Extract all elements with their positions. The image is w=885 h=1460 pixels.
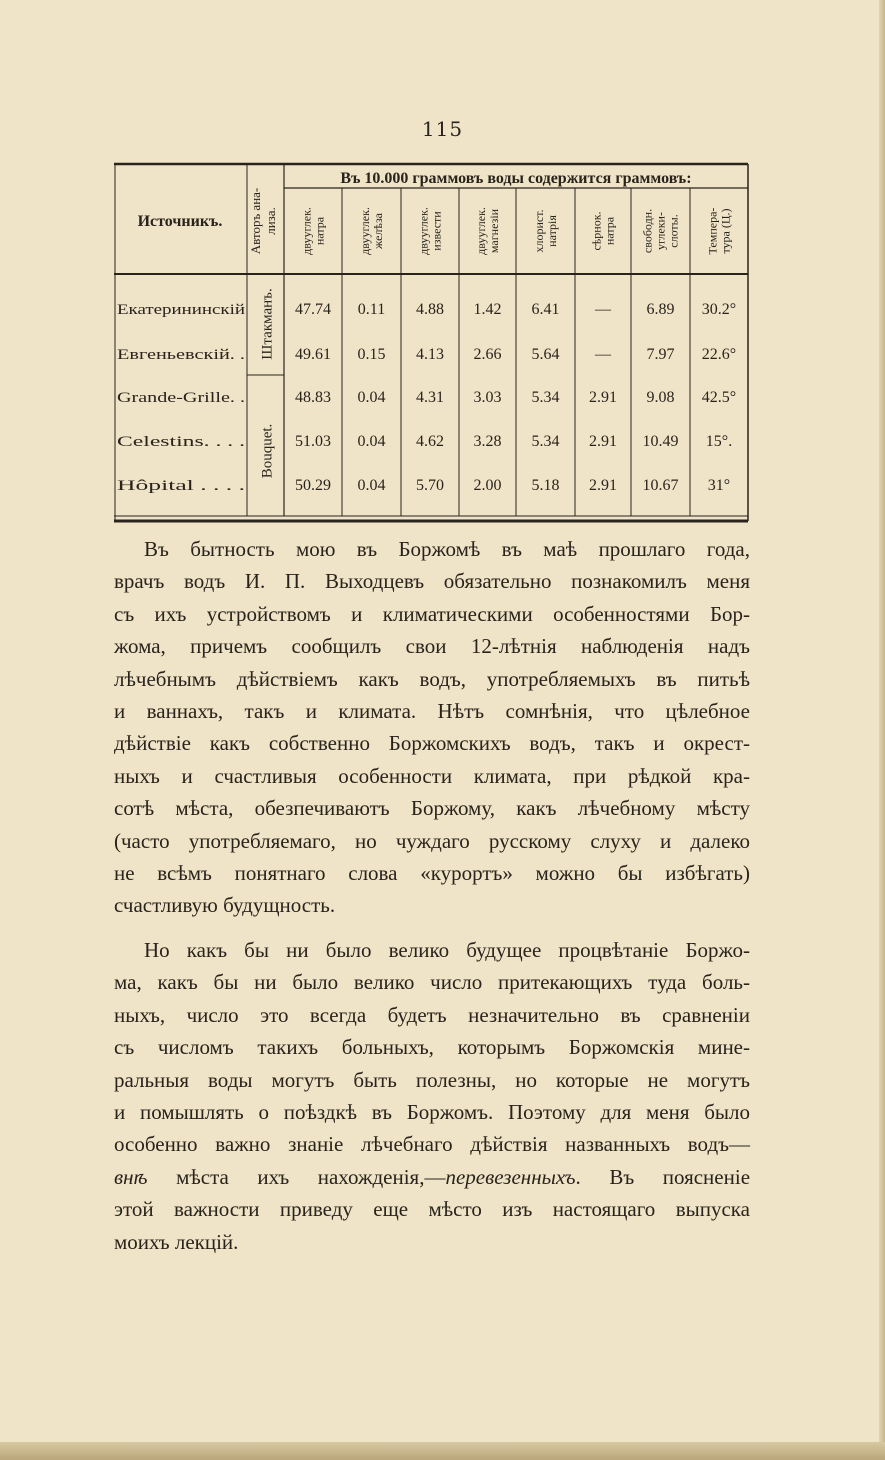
column-header: свободн. (640, 208, 655, 254)
table-cell: 22.6° (701, 346, 737, 363)
table-cell: 0.15 (357, 346, 386, 363)
table-cell: 2.91 (589, 477, 617, 494)
table-cell: 4.62 (416, 433, 444, 450)
text-line: врачъ водъ И. П. Выходцевъ обязательно познакомилъ меня (114, 569, 750, 594)
text-line: съ числомъ такихъ больныхъ, которымъ Боржомскія мине- (114, 1035, 750, 1060)
column-header: сѣрнок. (589, 211, 604, 251)
author-column-header: Авторъ ана- (248, 187, 263, 255)
text-line: ральныя воды могутъ быть полезны, но которые не могутъ (114, 1067, 750, 1092)
text-line: ныхъ и счастливыя особенности климата, при рѣдкой кра- (114, 763, 750, 788)
table-cell: 6.89 (646, 301, 675, 318)
table-cell: 50.29 (295, 477, 331, 494)
text-line: лѣчебнымъ дѣйствіемъ какъ водъ, употребляемыхъ въ питьѣ (114, 666, 750, 691)
column-header: углеки- (653, 212, 668, 250)
table-cell: 48.83 (295, 389, 331, 406)
table-cell: 3.28 (473, 433, 502, 450)
table-cell: 0.11 (357, 301, 386, 318)
column-header: магнезіи (487, 208, 501, 254)
author-bouquet: Bouquet. (259, 423, 276, 479)
table-cell: 5.34 (531, 433, 560, 450)
table-cell: 5.34 (531, 389, 560, 406)
italic-emphasis: внѣ (114, 1164, 148, 1189)
table-cell: 2.91 (589, 433, 617, 450)
table-cell: 51.03 (295, 433, 331, 450)
table-cell: 2.00 (473, 477, 502, 494)
row-source: Celestins. . . . (117, 434, 245, 450)
table-cell: 31° (707, 477, 731, 494)
table-cell: — (595, 301, 611, 318)
column-header: натра (312, 216, 327, 246)
table-cell: 0.04 (357, 433, 386, 450)
column-header: хлорист. (532, 209, 546, 253)
table-cell: 0.04 (357, 389, 386, 406)
column-header: Темпера- (705, 207, 720, 255)
column-header: желѣза (371, 212, 385, 250)
table-cell: 10.67 (642, 477, 679, 494)
text-line: и ваннахъ, такъ и климата. Нѣтъ сомнѣнія, что цѣлебное (114, 699, 750, 724)
text-line: ма, какъ бы ни было велико число притекающихъ туда боль- (114, 970, 750, 995)
table-cell: 0.04 (357, 477, 386, 494)
text-line: съ ихъ устройствомъ и климатическими особенностями Бор- (114, 601, 750, 626)
row-source: Евгеньевскій. . (117, 347, 245, 363)
author-column-header: лиза. (263, 207, 278, 235)
source-column-header: Источникъ. (137, 213, 223, 230)
row-source: Grande-Grille. . (117, 390, 245, 406)
table-cell: 10.49 (642, 433, 679, 450)
italic-emphasis: перевезенныхъ (445, 1164, 576, 1189)
table-cell: 1.42 (473, 301, 502, 318)
row-source: Екатерининскій (117, 302, 245, 318)
text-line: дѣйствіе какъ собственно Боржомскихъ водъ, такъ и окрест- (114, 731, 750, 756)
column-header: двууглек. (416, 207, 431, 255)
group-header: Въ 10.000 граммовъ воды содержится граммовъ: (340, 170, 692, 187)
text-line: сотѣ мѣста, обезпечиваютъ Боржому, какъ лѣчебному мѣсту (114, 796, 750, 821)
text-line: Но какъ бы ни было велико будущее процвѣтаніе Боржо- (144, 937, 750, 962)
table-cell: 15°. (705, 433, 733, 450)
table-cell: 49.61 (295, 346, 331, 363)
text-line: Въ бытность мою въ Боржомѣ въ маѣ прошлаго года, (144, 537, 750, 561)
column-header: двууглек. (474, 207, 488, 255)
mineral-water-table (114, 161, 750, 525)
table-cell: 5.18 (531, 477, 560, 494)
page-edge-shadow (879, 0, 885, 1460)
text-fragment: . Въ поясненіе (575, 1164, 751, 1189)
table-cell: 47.74 (295, 301, 331, 318)
column-header: натрія (545, 215, 559, 247)
column-header: двууглек. (358, 207, 372, 255)
row-source: Hôpital . . . . (117, 478, 245, 494)
body-text (114, 533, 750, 1258)
paragraph-2 (114, 934, 750, 1258)
table-cell: 2.91 (589, 389, 617, 406)
column-header: двууглек. (299, 207, 314, 255)
table-cell: — (595, 346, 611, 363)
table-grid (114, 161, 750, 525)
text-line: жома, причемъ сообщилъ свои 12-лѣтнія наблюденія надъ (114, 634, 750, 659)
table-cell: 6.41 (531, 301, 560, 318)
column-header: извести (429, 211, 444, 251)
text-line: особенно важно знаніе лѣчебнаго дѣйствія названныхъ водъ— (114, 1132, 750, 1157)
text-line-mixed (114, 1161, 750, 1193)
author-stakman: Штакманъ. (259, 288, 276, 360)
table-cell: 9.08 (646, 389, 675, 406)
text-line: ныхъ, число это всегда будетъ незначительно въ сравненіи (114, 1002, 750, 1027)
text-line: (часто употребляемаго, но чуждаго русскому слуху и далеко (114, 828, 750, 853)
table-cell: 4.88 (416, 301, 444, 318)
page-bottom-edge (0, 1442, 885, 1460)
text-line: этой важности приведу еще мѣсто изъ настоящаго выпуска (114, 1197, 750, 1222)
table-cell: 4.31 (416, 389, 444, 406)
text-line: и помышлять о поѣздкѣ въ Боржомъ. Поэтому для меня было (114, 1099, 750, 1124)
column-header: тура (Ц.) (718, 208, 733, 254)
column-header: слоты. (666, 214, 681, 248)
text-line: моихъ лекцій. (114, 1229, 239, 1254)
table-cell: 3.03 (473, 389, 502, 406)
table-cell: 4.13 (416, 346, 444, 363)
table-cell: 5.70 (416, 477, 444, 494)
table-cell: 5.64 (531, 346, 560, 363)
table-cell: 2.66 (473, 346, 502, 363)
column-header: натра (602, 216, 617, 246)
text-line: счастливую будущность. (114, 893, 336, 918)
text-line: не всѣмъ понятнаго слова «курортъ» можно бы избѣгать) (114, 861, 750, 886)
paragraph-1 (114, 533, 750, 922)
page-number: 115 (421, 117, 464, 141)
table-cell: 30.2° (701, 301, 737, 318)
table-cell: 7.97 (646, 346, 675, 363)
text-fragment: мѣста ихъ нахожденія,— (147, 1164, 446, 1189)
table-cell: 42.5° (701, 389, 737, 406)
